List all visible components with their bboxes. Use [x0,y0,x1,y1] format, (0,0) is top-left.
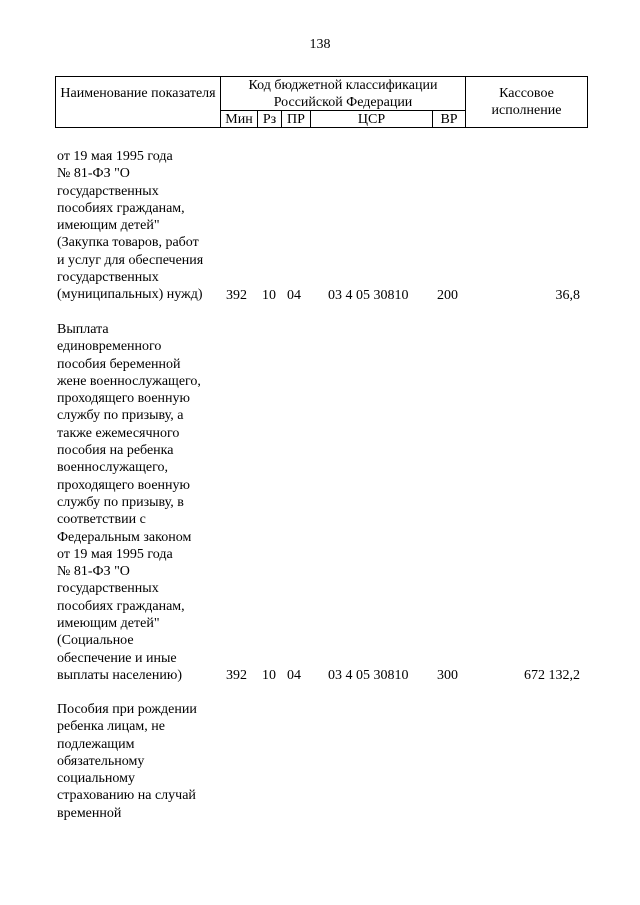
row-rz: 10 [262,288,276,303]
row-vr: 200 [437,288,458,303]
header-name-label: Наименование показателя [60,86,216,101]
row-amount: 672 132,2 [524,668,580,683]
header-min-label: Мин [225,112,253,127]
row-name: Пособия при рождении ребенка лицам, не подлежащим обязательному социальному страхованию на случай временной [57,702,197,821]
row-amount: 36,8 [555,288,580,303]
row-csr: 03 4 05 30810 [328,668,409,683]
row-rz: 10 [262,668,276,683]
header-csr-label: ЦСР [357,112,386,127]
row-csr: 03 4 05 30810 [328,288,409,303]
header-code-group-label: Код бюджетной классификации Российской Федерации [248,78,438,110]
row-min: 392 [226,288,247,303]
row-pr: 04 [287,668,301,683]
header-rz-label: Рз [262,112,277,127]
row-min: 392 [226,668,247,683]
header-pr-label: ПР [287,112,305,127]
header-amount-label: Кассовое исполнение [491,86,562,118]
header-vr-label: ВР [440,112,458,127]
row-vr: 300 [437,668,458,683]
row-name: от 19 мая 1995 года № 81-ФЗ "О государственных пособиях гражданам, имеющим детей" (Закупка товаров, работ и услуг для обеспечения государственных (муниципальных) нужд) [57,149,204,303]
table-header [55,76,588,128]
header-name-cell [55,76,221,128]
row-pr: 04 [287,288,301,303]
page-number: 138 [309,37,331,52]
row-name: Выплата единовременного пособия беременной жене военнослужащего, проходящего военную службу по призыву, а также ежемесячного пособия на ребенка военнослужащего, проходящего военную службу по призыву, в соответствии с Федеральным законом от 19 мая 1995 года № 81-ФЗ "О государственных пособиях гражданам, имеющим детей" (Социальное обеспечение и иные выплаты населению) [57,322,201,683]
